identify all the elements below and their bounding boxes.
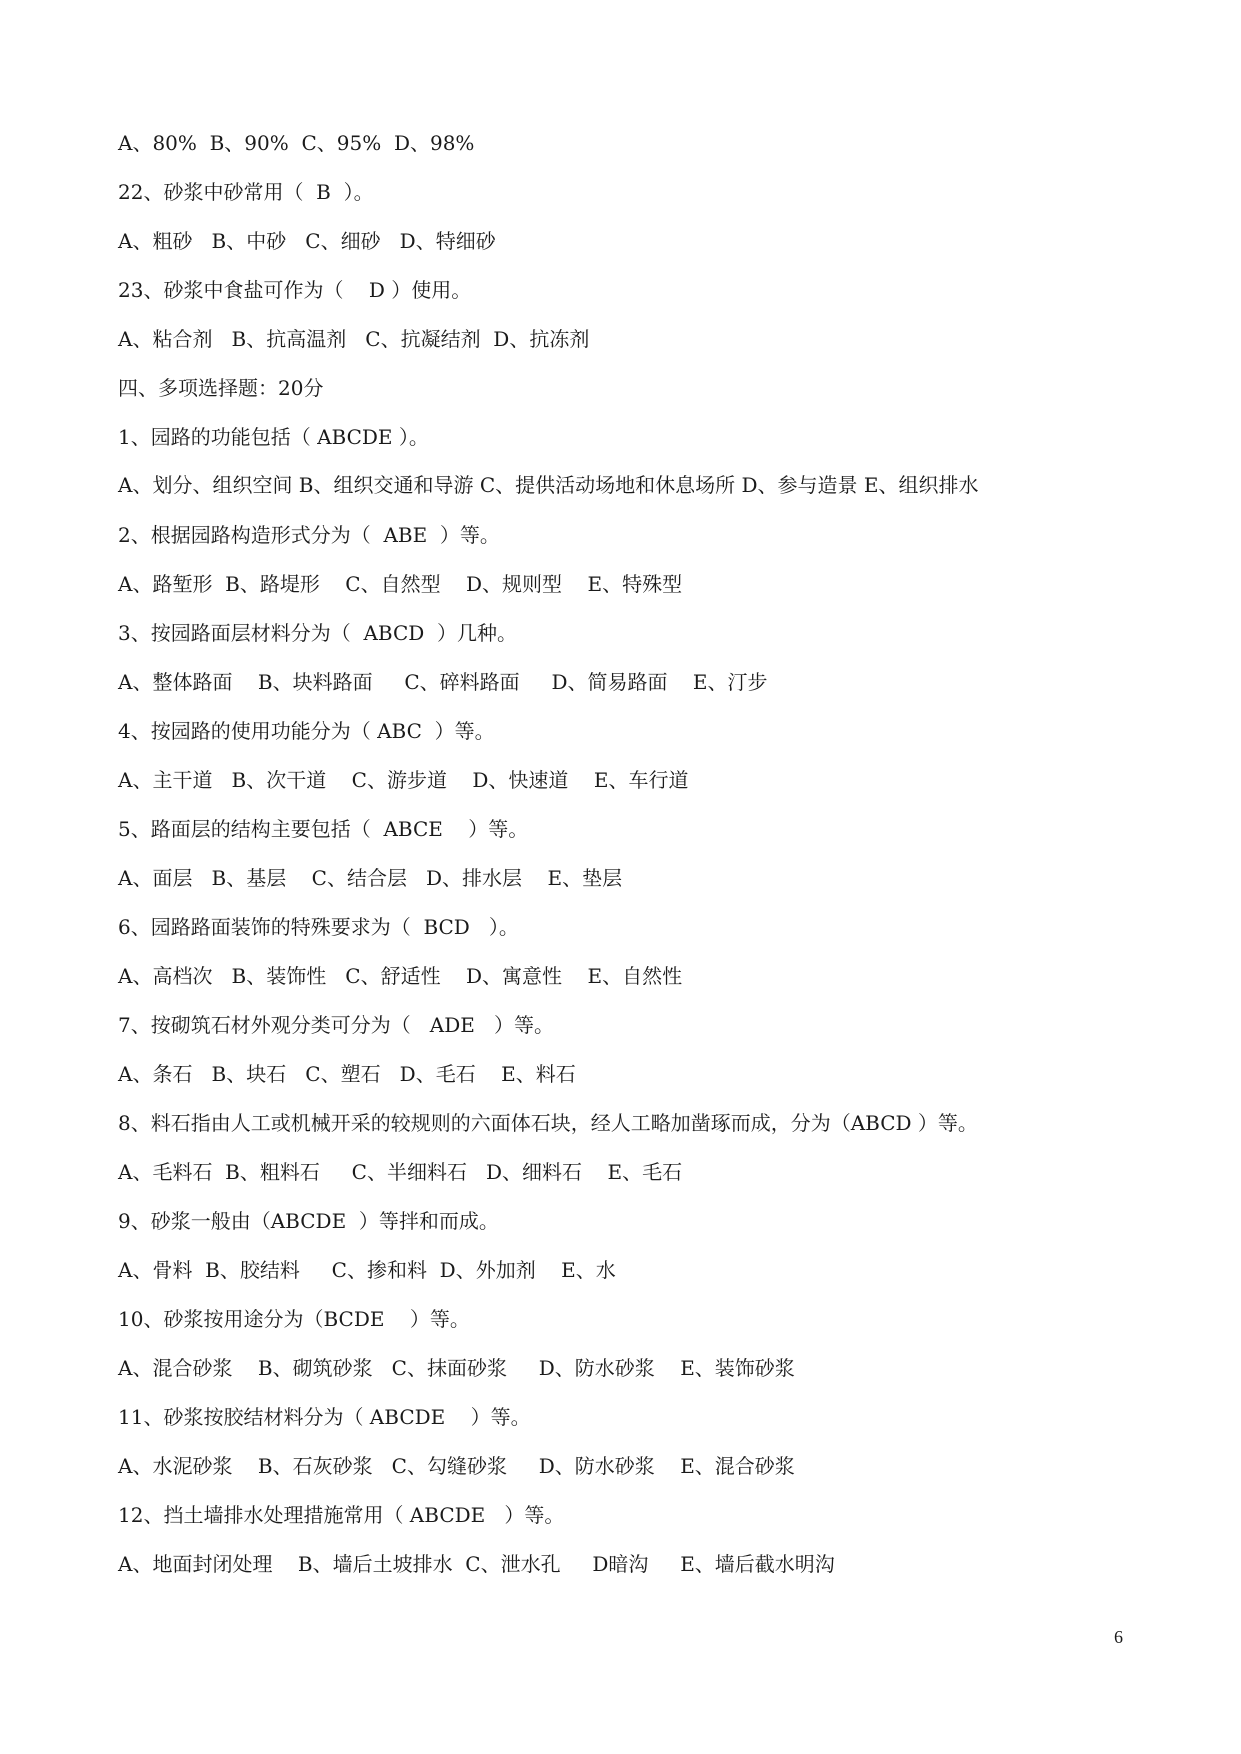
answer-options-m7: A、条石 B、块石 C、塑石 D、毛石 E、料石: [118, 1062, 576, 1086]
question-m3: 3、按园路面层材料分为（ ABCD ）几种。: [118, 621, 518, 645]
answer-options-m10: A、混合砂浆 B、砌筑砂浆 C、抹面砂浆 D、防水砂浆 E、装饰砂浆: [118, 1356, 795, 1380]
question-m2: 2、根据园路构造形式分为（ ABE ）等。: [118, 523, 500, 547]
answer-options-m5: A、面层 B、基层 C、结合层 D、排水层 E、垫层: [118, 866, 623, 890]
answer-options-m1: A、划分、组织空间 B、组织交通和导游 C、提供活动场地和休息场所 D、参与造景 E、组织排水: [118, 473, 979, 497]
answer-options-m8: A、毛料石 B、粗料石 C、半细料石 D、细料石 E、毛石: [118, 1160, 683, 1184]
page-number: 6: [1114, 1627, 1123, 1647]
question-m7: 7、按砌筑石材外观分类可分为（ ADE ）等。: [118, 1013, 554, 1037]
section-heading-multiple-choice: 四、多项选择题：20分: [118, 376, 324, 400]
answer-options-m9: A、骨料 B、胶结料 C、掺和料 D、外加剂 E、水: [118, 1258, 616, 1282]
question-m9: 9、砂浆一般由（ABCDE ）等拌和而成。: [118, 1209, 499, 1233]
question-m12: 12、挡土墙排水处理措施常用（ ABCDE ）等。: [118, 1503, 565, 1527]
answer-options-m12: A、地面封闭处理 B、墙后土坡排水 C、泄水孔 D暗沟 E、墙后截水明沟: [118, 1552, 835, 1576]
answer-options-m6: A、高档次 B、装饰性 C、舒适性 D、寓意性 E、自然性: [118, 964, 683, 988]
answer-options-23: A、粘合剂 B、抗高温剂 C、抗凝结剂 D、抗冻剂: [118, 327, 590, 351]
question-23: 23、砂浆中食盐可作为（ D ）使用。: [118, 278, 472, 302]
answer-options-m3: A、整体路面 B、块料路面 C、碎料路面 D、简易路面 E、汀步: [118, 670, 768, 694]
question-m11: 11、砂浆按胶结材料分为（ ABCDE ）等。: [118, 1405, 531, 1429]
answer-options-m11: A、水泥砂浆 B、石灰砂浆 C、勾缝砂浆 D、防水砂浆 E、混合砂浆: [118, 1454, 795, 1478]
answer-options-21: A、80% B、90% C、95% D、98%: [118, 131, 475, 155]
question-m10: 10、砂浆按用途分为（BCDE ）等。: [118, 1307, 470, 1331]
answer-options-m2: A、路堑形 B、路堤形 C、自然型 D、规则型 E、特殊型: [118, 572, 683, 596]
question-m4: 4、按园路的使用功能分为（ ABC ）等。: [118, 719, 495, 743]
answer-options-m4: A、主干道 B、次干道 C、游步道 D、快速道 E、车行道: [118, 768, 689, 792]
answer-options-22: A、粗砂 B、中砂 C、细砂 D、特细砂: [118, 229, 496, 253]
page-content: [118, 128, 1138, 1598]
question-m1: 1、园路的功能包括（ ABCDE ）。: [118, 425, 429, 449]
question-m6: 6、园路路面装饰的特殊要求为（ BCD ）。: [118, 915, 519, 939]
question-m8: 8、料石指由人工或机械开采的较规则的六面体石块，经人工略加凿琢而成，分为（ABCD ）等。: [118, 1111, 978, 1135]
question-m5: 5、路面层的结构主要包括（ ABCE ）等。: [118, 817, 529, 841]
question-22: 22、砂浆中砂常用（ B ）。: [118, 180, 374, 204]
